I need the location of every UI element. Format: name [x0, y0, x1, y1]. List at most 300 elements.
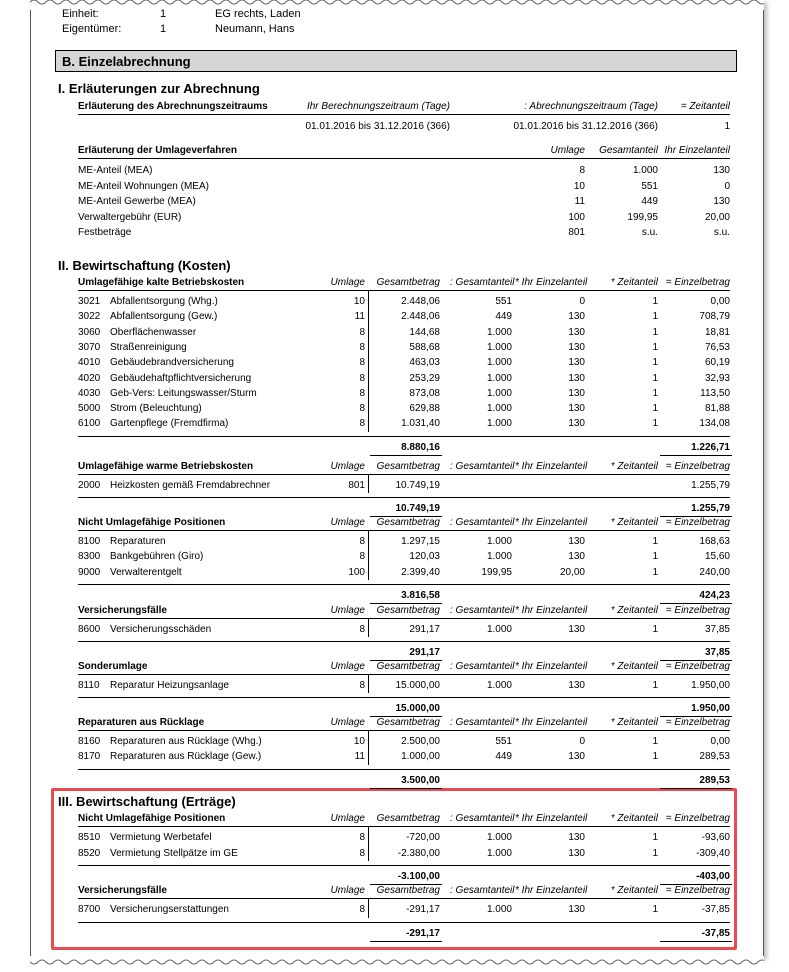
row-gesamtanteil: 551	[495, 736, 512, 747]
umlage-row-umlage: 8	[579, 165, 585, 176]
row-gesamtbetrag: 10.749,19	[395, 480, 440, 491]
row-gesamtbetrag: 463,03	[409, 357, 440, 369]
row-umlage: 8	[359, 372, 365, 384]
row-gesamtanteil: 1.000	[486, 624, 512, 635]
col-einzelbetrag: = Einzelbetrag	[665, 661, 730, 672]
umlage-row-name: ME-Anteil Wohnungen (MEA)	[78, 180, 209, 192]
col-zeitanteil: * Zeitanteil	[610, 461, 658, 472]
row-gesamtanteil: 1.000	[486, 680, 512, 691]
divider	[78, 922, 730, 923]
col-umlage: Umlage	[330, 813, 365, 824]
col-einzelbetrag: = Einzelbetrag	[665, 461, 730, 472]
row-nr: 5000	[78, 403, 101, 415]
row-nr: 8110	[78, 680, 100, 691]
row-zeitanteil: 1	[652, 566, 658, 578]
row-name: Oberflächenwasser	[110, 326, 197, 338]
umlage-row-einzel: s.u.	[713, 227, 730, 238]
row-name: Gebäudebrandversicherung	[110, 357, 234, 369]
row-gesamtbetrag: 2.399,40	[401, 566, 440, 578]
row-umlage: 8	[359, 326, 365, 338]
col-umlage: Umlage	[330, 277, 365, 288]
row-zeitanteil: 1	[652, 403, 658, 415]
row-gesamtanteil: 1.000	[486, 403, 512, 415]
divider	[78, 826, 730, 827]
col-gesamtanteil: Gesamtanteil	[599, 145, 658, 156]
column-rule	[368, 731, 369, 765]
group-total-einzelbetrag: -403,00	[696, 871, 730, 882]
row-nr: 8100	[78, 536, 101, 547]
divider	[78, 474, 730, 475]
umlage-row-umlage: 11	[574, 196, 585, 207]
row-name: Versicherungsschäden	[110, 624, 212, 635]
row-einzelanteil: 130	[568, 311, 585, 323]
row-nr: 8700	[78, 904, 101, 915]
row-umlage: 801	[348, 480, 365, 491]
umlage-row-name: ME-Anteil Gewerbe (MEA)	[78, 196, 196, 207]
row-einzelanteil: 130	[568, 904, 585, 915]
col-einzelbetrag: = Einzelbetrag	[665, 277, 730, 288]
umlage-row-einzel: 130	[713, 165, 730, 176]
row-gesamtanteil: 1.000	[486, 832, 512, 843]
row-gesamtanteil: 1.000	[486, 418, 512, 430]
divider	[78, 436, 730, 437]
row-einzelanteil: 130	[568, 680, 585, 691]
row-gesamtbetrag: 15.000,00	[395, 680, 440, 691]
group-title: Versicherungsfälle	[78, 885, 167, 896]
divider	[78, 674, 730, 675]
group-title: Reparaturen aus Rücklage	[78, 717, 205, 728]
umlage-row-gesamt: 1.000	[632, 165, 658, 176]
col-gesamtanteil: : Gesamtanteil	[450, 717, 515, 728]
row-zeitanteil: 1	[652, 357, 658, 369]
row-einzelanteil: 130	[568, 832, 585, 843]
row-einzelbetrag: 289,53	[699, 751, 730, 763]
group-total-einzelbetrag: 1.255,79	[691, 503, 730, 515]
row-umlage: 10	[353, 296, 365, 307]
row-einzelanteil: 130	[568, 751, 585, 763]
row-einzelbetrag: 240,00	[699, 566, 730, 578]
row-gesamtanteil: 449	[495, 311, 512, 323]
col-gesamtanteil: : Gesamtanteil	[450, 661, 515, 672]
row-zeitanteil: 1	[652, 847, 658, 859]
col-gesamtanteil: : Gesamtanteil	[450, 813, 515, 824]
group-title: Umlagefähige warme Betriebskosten	[78, 461, 254, 472]
divider	[78, 497, 730, 498]
col-einzelanteil: * Ihr Einzelanteil	[515, 277, 588, 288]
row-einzelanteil: 130	[568, 847, 585, 859]
row-name: Bankgebühren (Giro)	[110, 551, 204, 563]
row-einzelbetrag: 76,53	[704, 341, 730, 353]
row-gesamtbetrag: 629,88	[409, 403, 440, 415]
row-gesamtanteil: 1.000	[486, 536, 512, 547]
row-zeitanteil: 1	[652, 551, 658, 563]
col-einzelbetrag: = Einzelbetrag	[665, 517, 730, 528]
umlage-row-gesamt: s.u.	[641, 227, 658, 238]
row-gesamtbetrag: -720,00	[406, 832, 440, 843]
row-gesamtbetrag: 1.000,00	[401, 751, 440, 763]
group-total-einzelbetrag: 424,23	[699, 589, 730, 601]
row-einzelbetrag: -37,85	[701, 904, 730, 915]
row-name: Reparaturen	[110, 536, 166, 547]
row-name: Abfallentsorgung (Whg.)	[110, 296, 218, 307]
row-umlage: 100	[348, 566, 365, 578]
row-zeitanteil: 1	[652, 387, 658, 399]
row-name: Reparaturen aus Rücklage (Gew.)	[110, 751, 262, 763]
row-gesamtanteil: 1.000	[486, 387, 512, 399]
divider	[78, 769, 730, 770]
row-einzelbetrag: 708,79	[699, 311, 730, 323]
row-gesamtbetrag: 2.500,00	[401, 736, 440, 747]
col-zeitanteil: * Zeitanteil	[610, 605, 658, 616]
divider	[78, 114, 730, 115]
row-gesamtbetrag: 120,03	[409, 551, 440, 563]
row-gesamtanteil: 1.000	[486, 372, 512, 384]
row-gesamtanteil: 1.000	[486, 847, 512, 859]
row-zeitanteil: 1	[652, 311, 658, 323]
group-total-gesamtbetrag: 291,17	[409, 647, 440, 659]
umlage-row-name: Festbeträge	[78, 227, 132, 238]
col-zeitanteil: * Zeitanteil	[610, 277, 658, 288]
col-einzelanteil: * Ihr Einzelanteil	[515, 885, 588, 896]
row-umlage: 8	[359, 624, 365, 635]
group-total-gesamtbetrag: 10.749,19	[395, 503, 440, 515]
row-einzelanteil: 130	[568, 551, 585, 563]
divider	[78, 290, 730, 291]
row-gesamtbetrag: 2.448,06	[401, 296, 440, 307]
row-gesamtanteil: 1.000	[486, 357, 512, 369]
row-nr: 2000	[78, 480, 101, 491]
divider	[78, 584, 730, 585]
umlage-row-gesamt: 449	[641, 196, 658, 207]
row-umlage: 8	[359, 847, 365, 859]
group-total-einzelbetrag: -37,85	[701, 927, 730, 939]
row-nr: 4010	[78, 357, 101, 369]
sec3-title: III. Bewirtschaftung (Erträge)	[58, 794, 236, 809]
row-name: Gartenpflege (Fremdfirma)	[110, 418, 229, 430]
group-total-einzelbetrag: 1.226,71	[691, 441, 730, 453]
row-zeitanteil: 1	[652, 904, 658, 915]
group-title: Nicht Umlagefähige Positionen	[78, 517, 226, 528]
row-name: Versicherungserstattungen	[110, 904, 229, 915]
row-einzelbetrag: 1.950,00	[691, 680, 730, 691]
row-einzelbetrag: 0,00	[710, 736, 730, 747]
group-title: Sonderumlage	[78, 661, 148, 672]
row-zeitanteil: 1	[652, 736, 658, 747]
col-gesamtbetrag: Gesamtbetrag	[376, 605, 440, 616]
row-umlage: 8	[359, 387, 365, 399]
col-umlage: Umlage	[330, 517, 365, 528]
row-einzelanteil: 20,00	[559, 566, 585, 578]
group-total-gesamtbetrag: 8.880,16	[401, 441, 440, 453]
col-einzelanteil: Ihr Einzelanteil	[664, 145, 730, 156]
col-gesamtbetrag: Gesamtbetrag	[376, 461, 440, 472]
row-einzelanteil: 130	[568, 387, 585, 399]
eigentuemer-value: Neumann, Hans	[215, 23, 295, 35]
col-gesamtbetrag: Gesamtbetrag	[376, 885, 440, 896]
abrechnungszeitraum-value: 01.01.2016 bis 31.12.2016 (366)	[513, 121, 658, 132]
row-nr: 8160	[78, 736, 101, 747]
col-umlage: Umlage	[330, 717, 365, 728]
row-gesamtbetrag: 144,68	[409, 326, 440, 338]
col-einzelbetrag: = Einzelbetrag	[665, 813, 730, 824]
divider	[78, 730, 730, 731]
divider	[370, 603, 442, 604]
row-gesamtbetrag: 253,29	[409, 372, 440, 384]
group-title: Nicht Umlagefähige Positionen	[78, 813, 226, 824]
column-rule	[368, 291, 369, 432]
row-umlage: 11	[354, 751, 365, 763]
row-gesamtbetrag: 873,08	[409, 387, 440, 399]
row-einzelbetrag: 1.255,79	[691, 480, 730, 491]
row-gesamtbetrag: 588,68	[409, 341, 440, 353]
col-einzelanteil: * Ihr Einzelanteil	[515, 605, 588, 616]
row-gesamtbetrag: 291,17	[409, 624, 440, 635]
row-nr: 9000	[78, 566, 101, 578]
col-einzelbetrag: = Einzelbetrag	[665, 717, 730, 728]
umlage-row-einzel: 0	[724, 180, 730, 192]
row-einzelbetrag: 18,81	[704, 326, 730, 338]
umlage-row-gesamt: 199,95	[627, 211, 658, 223]
divider	[78, 865, 730, 866]
row-zeitanteil: 1	[652, 751, 658, 763]
torn-edge-bottom	[30, 956, 764, 970]
row-einzelanteil: 130	[568, 403, 585, 415]
einheit-value: EG rechts, Laden	[215, 8, 301, 20]
row-gesamtbetrag: 1.297,15	[401, 536, 440, 547]
zeitraum-label: Erläuterung des Abrechnungszeitraums	[78, 101, 268, 112]
group-total-gesamtbetrag: 3.500,00	[401, 774, 440, 786]
row-nr: 3070	[78, 341, 101, 353]
umlage-row-umlage: 10	[573, 180, 585, 192]
group-title: Versicherungsfälle	[78, 605, 167, 616]
row-einzelbetrag: -309,40	[696, 847, 730, 859]
row-name: Vermietung Stellpätze im GE	[110, 847, 238, 859]
row-gesamtbetrag: 1.031,40	[401, 418, 440, 430]
col-einzelanteil: * Ihr Einzelanteil	[515, 661, 588, 672]
row-name: Verwalterentgelt	[110, 566, 182, 578]
col-abrechnungszeitraum: : Abrechnungszeitraum (Tage)	[524, 101, 658, 112]
row-einzelbetrag: 113,50	[700, 387, 730, 399]
row-einzelbetrag: 37,85	[704, 624, 730, 635]
group-total-einzelbetrag: 37,85	[704, 647, 730, 659]
row-einzelanteil: 0	[579, 736, 585, 747]
column-rule	[368, 827, 369, 861]
row-einzelbetrag: 32,93	[704, 372, 730, 384]
row-gesamtanteil: 199,95	[481, 566, 512, 578]
column-rule	[368, 675, 369, 693]
eigentuemer-nr: 1	[160, 23, 167, 35]
ihr-zeitraum-value: 01.01.2016 bis 31.12.2016 (366)	[305, 121, 450, 132]
col-umlage: Umlage	[330, 885, 365, 896]
divider	[660, 788, 732, 789]
col-einzelanteil: * Ihr Einzelanteil	[515, 517, 588, 528]
divider	[370, 788, 442, 789]
row-gesamtbetrag: 2.448,06	[401, 311, 440, 323]
row-name: Heizkosten gemäß Fremdabrechner	[110, 480, 271, 491]
group-total-einzelbetrag: 289,53	[699, 774, 730, 786]
divider	[660, 941, 732, 942]
row-einzelanteil: 0	[579, 296, 585, 307]
row-name: Vermietung Werbetafel	[110, 832, 212, 843]
group-total-gesamtbetrag: -291,17	[406, 927, 440, 939]
col-gesamtbetrag: Gesamtbetrag	[376, 277, 440, 288]
row-umlage: 8	[359, 832, 365, 843]
row-umlage: 11	[354, 311, 365, 323]
row-zeitanteil: 1	[652, 832, 658, 843]
row-name: Reparaturen aus Rücklage (Whg.)	[110, 736, 262, 747]
row-umlage: 8	[359, 680, 365, 691]
row-gesamtanteil: 1.000	[486, 904, 512, 915]
section-b-title: B. Einzelabrechnung	[62, 54, 191, 69]
eigentuemer-label: Eigentümer:	[62, 23, 122, 35]
row-name: Gebäudehaftpflichtversicherung	[110, 372, 252, 384]
row-einzelanteil: 130	[568, 357, 585, 369]
column-rule	[368, 899, 369, 918]
group-total-gesamtbetrag: -3.100,00	[397, 871, 440, 882]
row-nr: 8300	[78, 551, 101, 563]
row-nr: 8520	[78, 847, 101, 859]
row-name: Geb-Vers: Leitungswasser/Sturm	[110, 387, 257, 399]
row-zeitanteil: 1	[652, 296, 658, 307]
divider	[370, 941, 442, 942]
row-nr: 8510	[78, 832, 101, 843]
col-umlage: Umlage	[550, 145, 585, 156]
sec1-title: I. Erläuterungen zur Abrechnung	[58, 81, 260, 96]
col-gesamtanteil: : Gesamtanteil	[450, 605, 515, 616]
divider	[78, 618, 730, 619]
group-total-einzelbetrag: 1.950,00	[691, 703, 730, 715]
row-nr: 8600	[78, 624, 101, 635]
row-zeitanteil: 1	[652, 372, 658, 384]
row-einzelanteil: 130	[568, 624, 585, 635]
row-gesamtbetrag: -2.380,00	[397, 847, 440, 859]
row-zeitanteil: 1	[652, 536, 658, 547]
row-einzelanteil: 130	[568, 536, 585, 547]
column-rule	[368, 619, 369, 637]
group-title: Umlagefähige kalte Betriebskosten	[78, 277, 245, 288]
row-einzelanteil: 130	[568, 341, 585, 353]
row-einzelbetrag: 81,88	[704, 403, 730, 415]
torn-edge-top	[30, 0, 764, 10]
row-einzelanteil: 130	[568, 372, 585, 384]
col-umlage: Umlage	[330, 461, 365, 472]
group-total-gesamtbetrag: 15.000,00	[395, 703, 440, 715]
row-einzelbetrag: 60,19	[704, 357, 730, 369]
col-einzelanteil: * Ihr Einzelanteil	[515, 717, 588, 728]
divider	[78, 898, 730, 899]
col-umlage: Umlage	[330, 661, 365, 672]
row-nr: 8170	[78, 751, 101, 763]
umlage-row-name: ME-Anteil (MEA)	[78, 165, 153, 176]
col-einzelanteil: * Ihr Einzelanteil	[515, 813, 588, 824]
row-zeitanteil: 1	[652, 680, 658, 691]
divider	[660, 603, 732, 604]
umlage-row-umlage: 801	[568, 227, 585, 238]
row-nr: 6100	[78, 418, 101, 430]
col-gesamtbetrag: Gesamtbetrag	[376, 717, 440, 728]
row-umlage: 10	[353, 736, 365, 747]
col-gesamtanteil: : Gesamtanteil	[450, 461, 515, 472]
row-gesamtbetrag: -291,17	[406, 904, 440, 915]
row-nr: 3021	[78, 296, 101, 307]
row-einzelbetrag: 0,00	[710, 296, 730, 307]
divider	[78, 697, 730, 698]
row-umlage: 8	[359, 418, 365, 430]
row-umlage: 8	[359, 403, 365, 415]
row-einzelanteil: 130	[568, 418, 585, 430]
umlage-row-einzel: 130	[713, 196, 730, 207]
column-rule	[368, 531, 369, 580]
row-umlage: 8	[359, 551, 365, 563]
divider	[78, 641, 730, 642]
row-umlage: 8	[359, 357, 365, 369]
row-zeitanteil: 1	[652, 418, 658, 430]
col-einzelanteil: * Ihr Einzelanteil	[515, 461, 588, 472]
row-einzelbetrag: -93,60	[701, 832, 730, 843]
umlage-row-name: Verwaltergebühr (EUR)	[78, 211, 182, 223]
row-gesamtanteil: 449	[495, 751, 512, 763]
row-name: Reparatur Heizungsanlage	[110, 680, 229, 691]
sec2-title: II. Bewirtschaftung (Kosten)	[58, 258, 231, 273]
col-umlage: Umlage	[330, 605, 365, 616]
col-zeitanteil: * Zeitanteil	[610, 813, 658, 824]
row-zeitanteil: 1	[652, 326, 658, 338]
row-zeitanteil: 1	[652, 624, 658, 635]
col-gesamtbetrag: Gesamtbetrag	[376, 661, 440, 672]
col-zeitanteil: * Zeitanteil	[610, 717, 658, 728]
umlage-row-umlage: 100	[568, 211, 585, 223]
row-name: Strom (Beleuchtung)	[110, 403, 202, 415]
divider	[660, 455, 732, 456]
umlage-row-einzel: 20,00	[704, 211, 730, 223]
row-einzelbetrag: 168,63	[699, 536, 730, 547]
zeitanteil-value: 1	[724, 121, 730, 132]
col-gesamtanteil: : Gesamtanteil	[450, 277, 515, 288]
row-nr: 4020	[78, 372, 101, 384]
row-gesamtanteil: 1.000	[486, 551, 512, 563]
col-zeitanteil: = Zeitanteil	[680, 101, 730, 112]
col-einzelbetrag: = Einzelbetrag	[665, 605, 730, 616]
col-gesamtanteil: : Gesamtanteil	[450, 517, 515, 528]
col-zeitanteil: * Zeitanteil	[610, 885, 658, 896]
row-einzelbetrag: 15,60	[704, 551, 730, 563]
col-gesamtbetrag: Gesamtbetrag	[376, 517, 440, 528]
row-umlage: 8	[359, 904, 365, 915]
row-umlage: 8	[359, 341, 365, 353]
umlage-label: Erläuterung der Umlageverfahren	[78, 145, 237, 156]
col-zeitanteil: * Zeitanteil	[610, 661, 658, 672]
row-nr: 4030	[78, 387, 101, 399]
column-rule	[368, 475, 369, 493]
einheit-nr: 1	[160, 8, 167, 20]
einheit-label: Einheit:	[62, 8, 99, 20]
col-einzelbetrag: = Einzelbetrag	[665, 885, 730, 896]
col-zeitanteil: * Zeitanteil	[610, 517, 658, 528]
divider	[78, 158, 730, 159]
row-gesamtanteil: 1.000	[486, 326, 512, 338]
umlage-row-gesamt: 551	[641, 180, 658, 192]
group-total-gesamtbetrag: 3.816,58	[401, 589, 440, 601]
row-nr: 3060	[78, 326, 101, 338]
col-ihr-zeitraum: Ihr Berechnungszeitraum (Tage)	[306, 101, 450, 112]
divider	[370, 455, 442, 456]
row-zeitanteil: 1	[652, 341, 658, 353]
row-nr: 3022	[78, 311, 101, 323]
row-gesamtanteil: 1.000	[486, 341, 512, 353]
row-einzelanteil: 130	[568, 326, 585, 338]
row-name: Straßenreinigung	[110, 341, 187, 353]
col-gesamtbetrag: Gesamtbetrag	[376, 813, 440, 824]
